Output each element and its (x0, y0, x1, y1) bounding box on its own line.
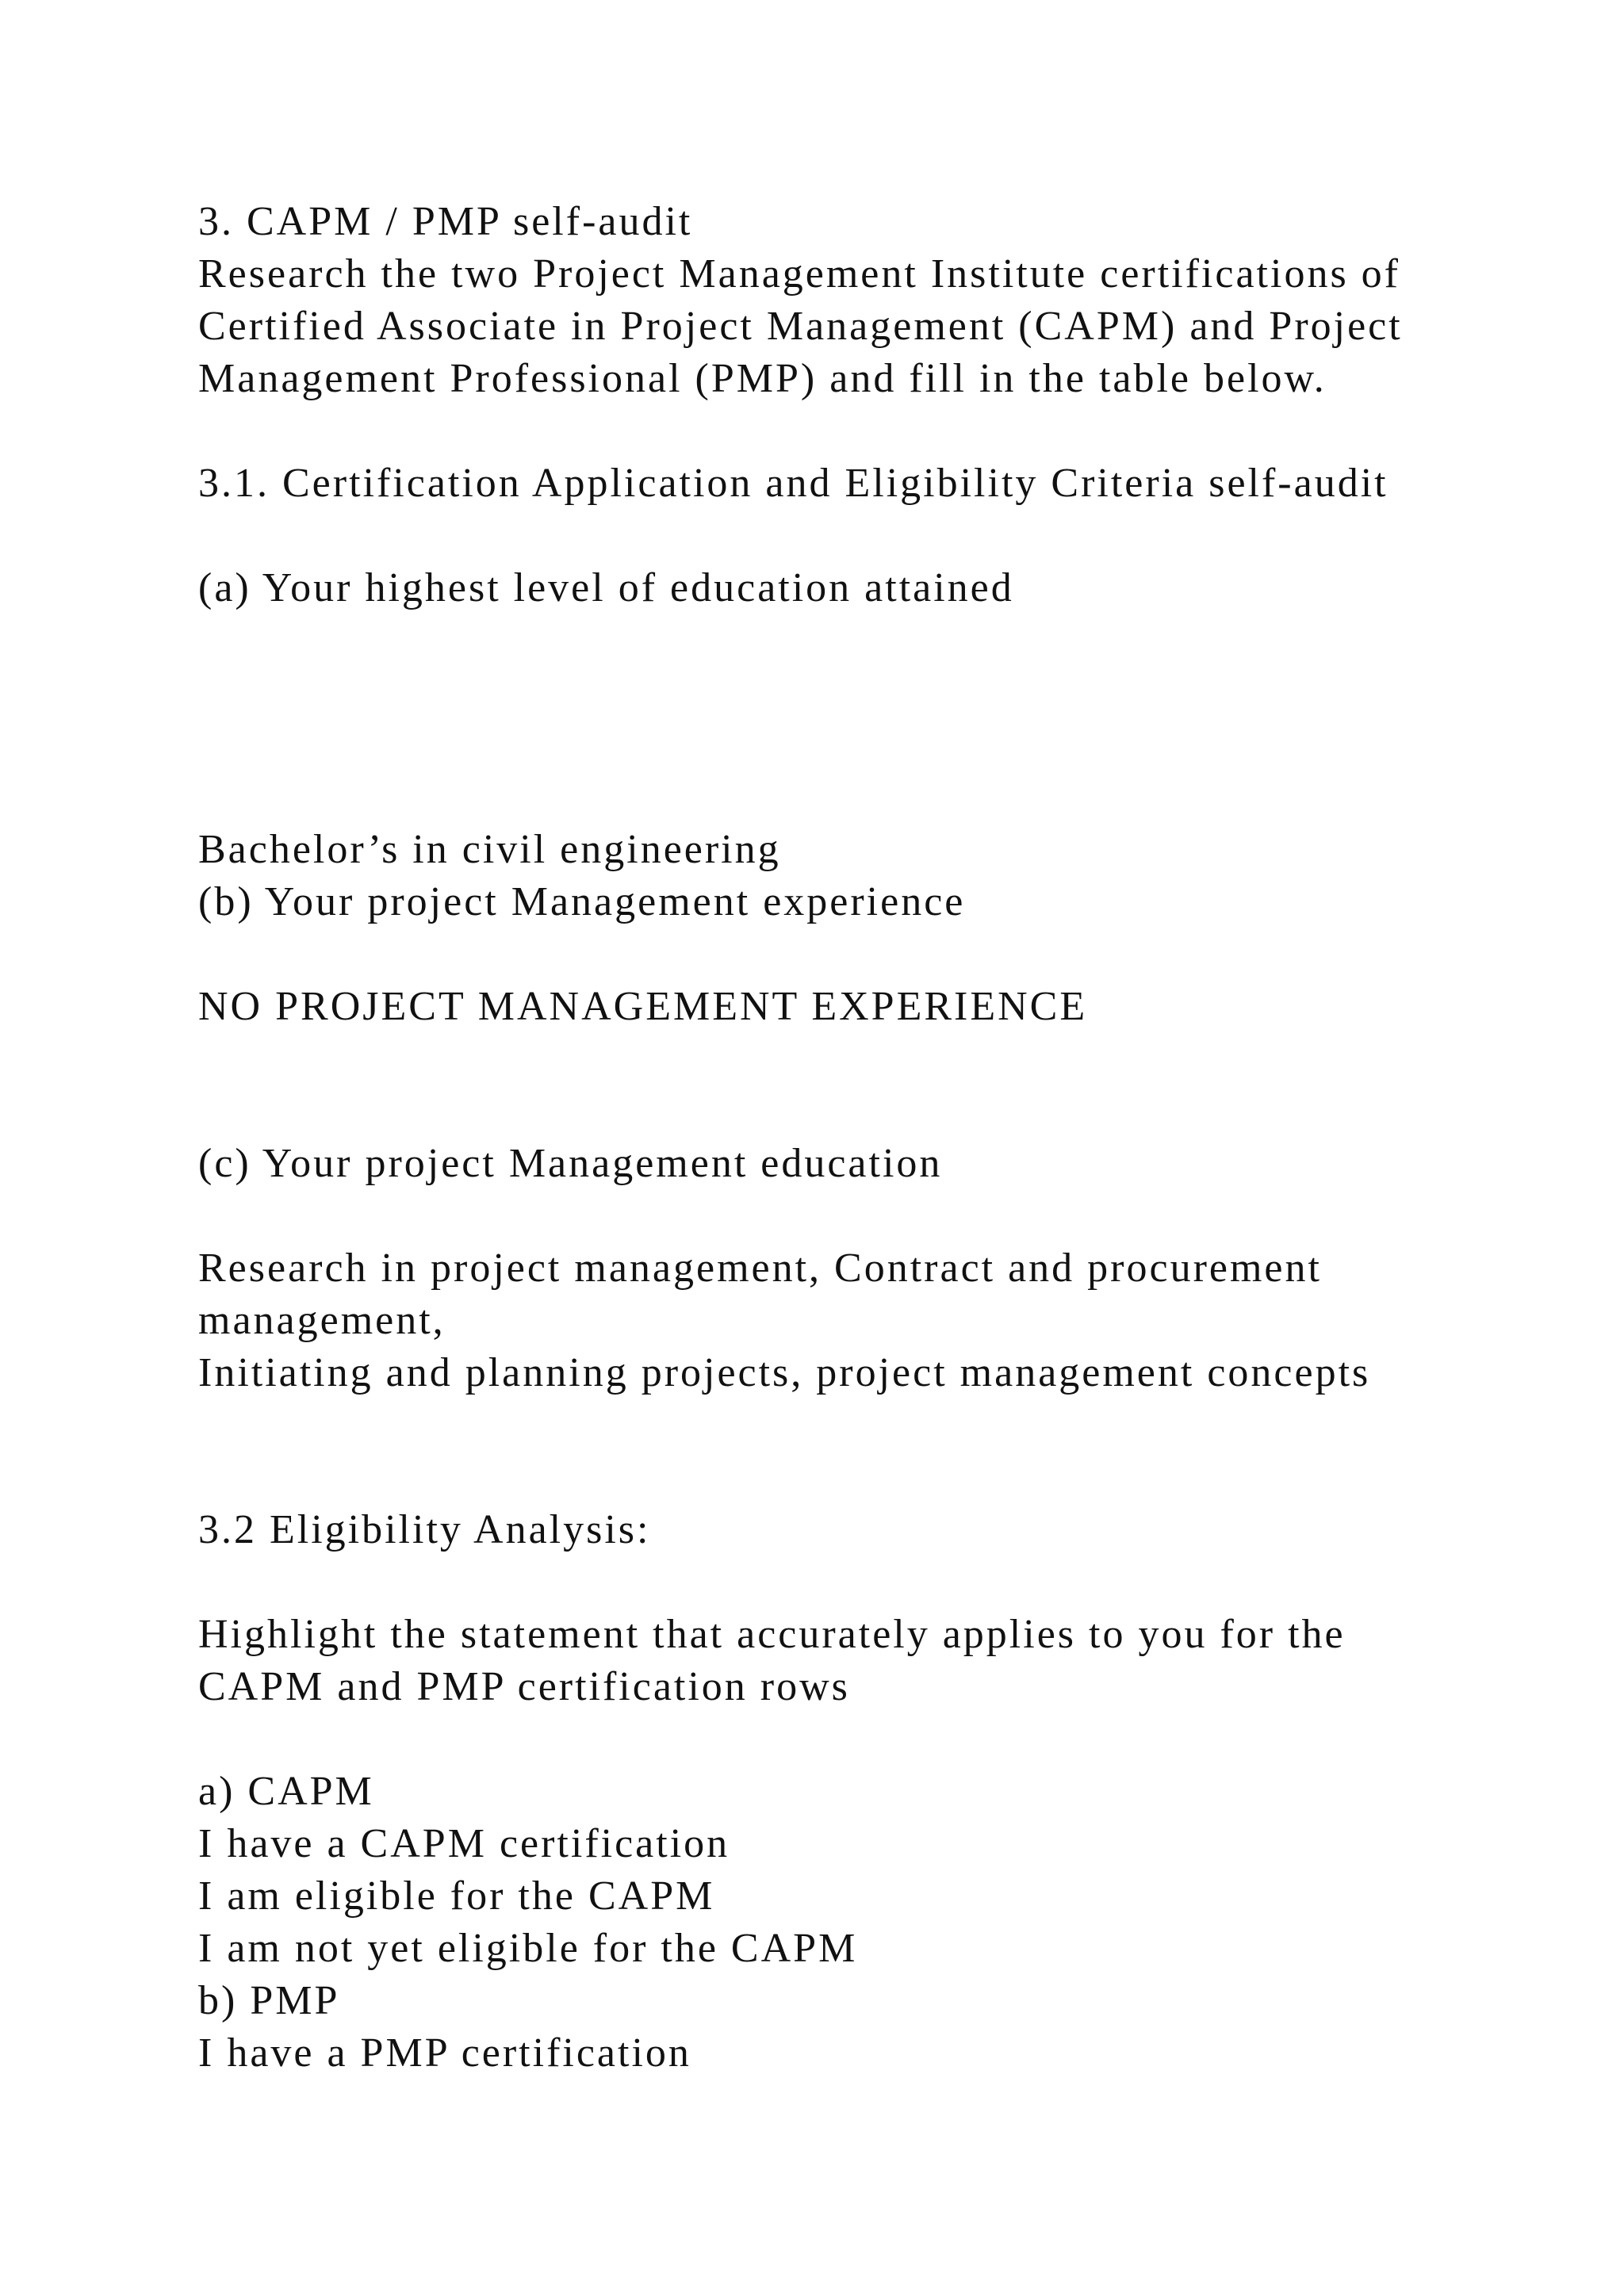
question-a: (a) Your highest level of education attained (198, 565, 1014, 610)
capm-option-2: I am eligible for the CAPM (198, 1873, 715, 1919)
capm-option-1: I have a CAPM certification (198, 1821, 730, 1866)
capm-option-3: I am not yet eligible for the CAPM (198, 1926, 858, 1971)
instruction-line-2: CAPM and PMP certification rows (198, 1664, 850, 1709)
eligibility-heading: 3.2 Eligibility Analysis: (198, 1507, 651, 1552)
question-b: (b) Your project Management experience (198, 879, 966, 924)
instruction-line-1: Highlight the statement that accurately applies to you for the (198, 1612, 1346, 1657)
intro-line-2: Certified Associate in Project Management (CAPM) and Project (198, 304, 1403, 349)
answer-c-line-3: Initiating and planning projects, project management concepts (198, 1350, 1371, 1395)
section-heading: 3. CAPM / PMP self-audit (198, 199, 693, 244)
answer-a: Bachelor’s in civil engineering (198, 827, 781, 872)
answer-b: NO PROJECT MANAGEMENT EXPERIENCE (198, 984, 1088, 1029)
intro-line-3: Management Professional (PMP) and fill in the table below. (198, 356, 1327, 401)
capm-heading: a) CAPM (198, 1769, 374, 1814)
pmp-option-1: I have a PMP certification (198, 2030, 691, 2076)
answer-c-line-2: management, (198, 1298, 446, 1343)
answer-c-line-1: Research in project management, Contract and procurement (198, 1246, 1322, 1291)
question-c: (c) Your project Management education (198, 1141, 943, 1186)
pmp-heading: b) PMP (198, 1978, 340, 2023)
subsection-heading: 3.1. Certification Application and Eligibility Criteria self-audit (198, 461, 1388, 506)
intro-line-1: Research the two Project Management Institute certifications of (198, 251, 1400, 297)
